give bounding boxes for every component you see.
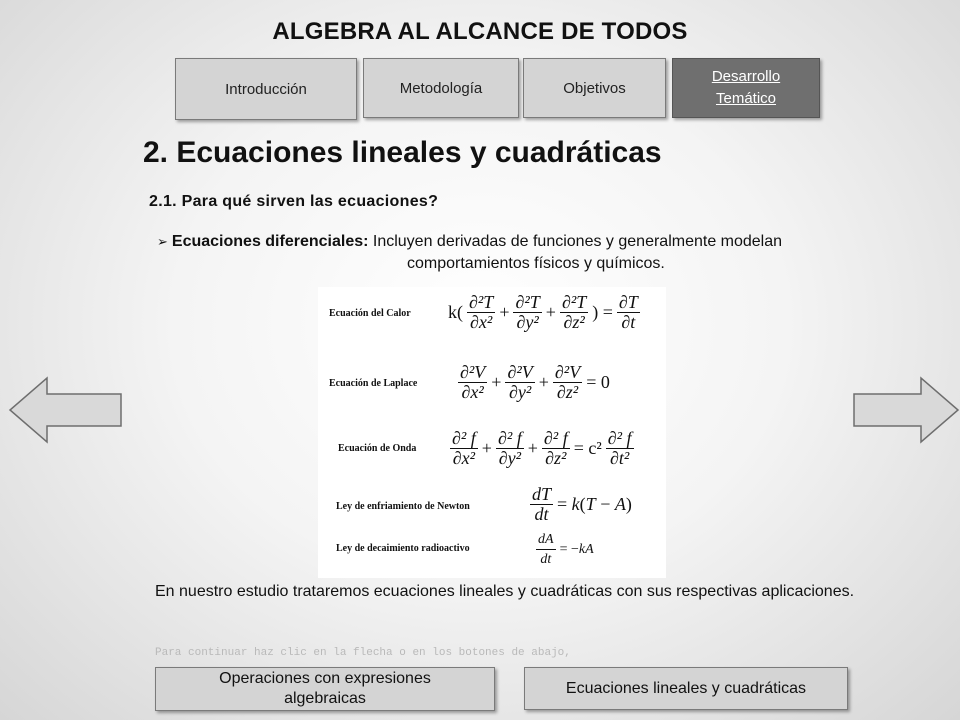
bullet-arrow-icon: ➢ (157, 234, 168, 249)
bullet-term: Ecuaciones diferenciales: (171, 233, 369, 250)
tab-desarrollo-tematico[interactable] (672, 58, 820, 118)
tab-objetivos-label: Objetivos (563, 79, 626, 97)
newton-law-formula: $\frac{dT}{dt}$ = k(T − A) (532, 484, 632, 524)
bullet-text-line1: Incluyen derivadas de funciones y generalmente modelan (368, 233, 783, 250)
wave-equation-formula: $\frac{\text{∂² f}}{\text{∂x²}}$ + $\frac{\text{∂² f}}{\text{∂y²}}$ + $\frac{\text{∂² f}}{\text{∂z²}}$ = c² $\frac{\text{∂² f}}{\text{∂t²}}$ (452, 428, 632, 468)
bullet-item (157, 231, 917, 275)
wave-equation-label: Ecuación de Onda (338, 443, 417, 454)
decay-law-formula: $\frac{dA}{dt}$ = −kA (538, 532, 594, 567)
operaciones-button[interactable] (155, 667, 495, 711)
ecuaciones-button-label: Ecuaciones lineales y cuadráticas (565, 679, 807, 697)
left-arrow-icon[interactable] (8, 376, 124, 444)
operaciones-button-line2: algebraicas (284, 690, 366, 707)
subsection-title: 2.1. Para qué sirven las ecuaciones? (149, 193, 439, 210)
section-title: 2. Ecuaciones lineales y cuadráticas (143, 136, 662, 169)
heat-equation-formula: k( $\frac{\text{∂²T}}{\text{∂x²}}$ + $\frac{\text{∂²T}}{\text{∂y²}}$ + $\frac{\text{∂²T}}{\text{∂z²}}$ ) = $\frac{\partial T}{\partial t}$ (448, 292, 638, 332)
hint-text: Para continuar haz clic en la flecha o en los botones de abajo, (155, 647, 571, 659)
tab-metodologia[interactable] (363, 58, 519, 118)
ecuaciones-button[interactable] (524, 667, 848, 710)
laplace-equation-formula: $\frac{\text{∂²V}}{\text{∂x²}}$ + $\frac{\text{∂²V}}{\text{∂y²}}$ + $\frac{\text{∂²V}}{\text{∂z²}}$ = 0 (460, 362, 610, 402)
operaciones-button-line1: Operaciones con expresiones (219, 670, 431, 687)
tab-desarrollo-label-line2: Temático (715, 90, 777, 107)
right-arrow-icon[interactable] (852, 376, 960, 444)
tab-introduccion[interactable] (175, 58, 357, 120)
tab-desarrollo-label-line1: Desarrollo (711, 68, 781, 85)
heat-equation-label: Ecuación del Calor (329, 308, 411, 319)
newton-law-label: Ley de enfriamiento de Newton (336, 501, 470, 512)
laplace-equation-label: Ecuación de Laplace (329, 378, 418, 389)
equations-image (318, 287, 666, 578)
tab-metodologia-label: Metodología (399, 79, 483, 97)
site-title: ALGEBRA AL ALCANCE DE TODOS (272, 18, 688, 45)
decay-law-label: Ley de decaimiento radioactivo (336, 543, 470, 554)
tab-introduccion-label: Introducción (225, 80, 307, 98)
bullet-text-line2: comportamientos físicos y químicos. (407, 255, 665, 272)
tab-objetivos[interactable] (523, 58, 666, 118)
footer-text: En nuestro estudio trataremos ecuaciones lineales y cuadráticas con sus respectivas aplicaciones. (155, 583, 855, 600)
